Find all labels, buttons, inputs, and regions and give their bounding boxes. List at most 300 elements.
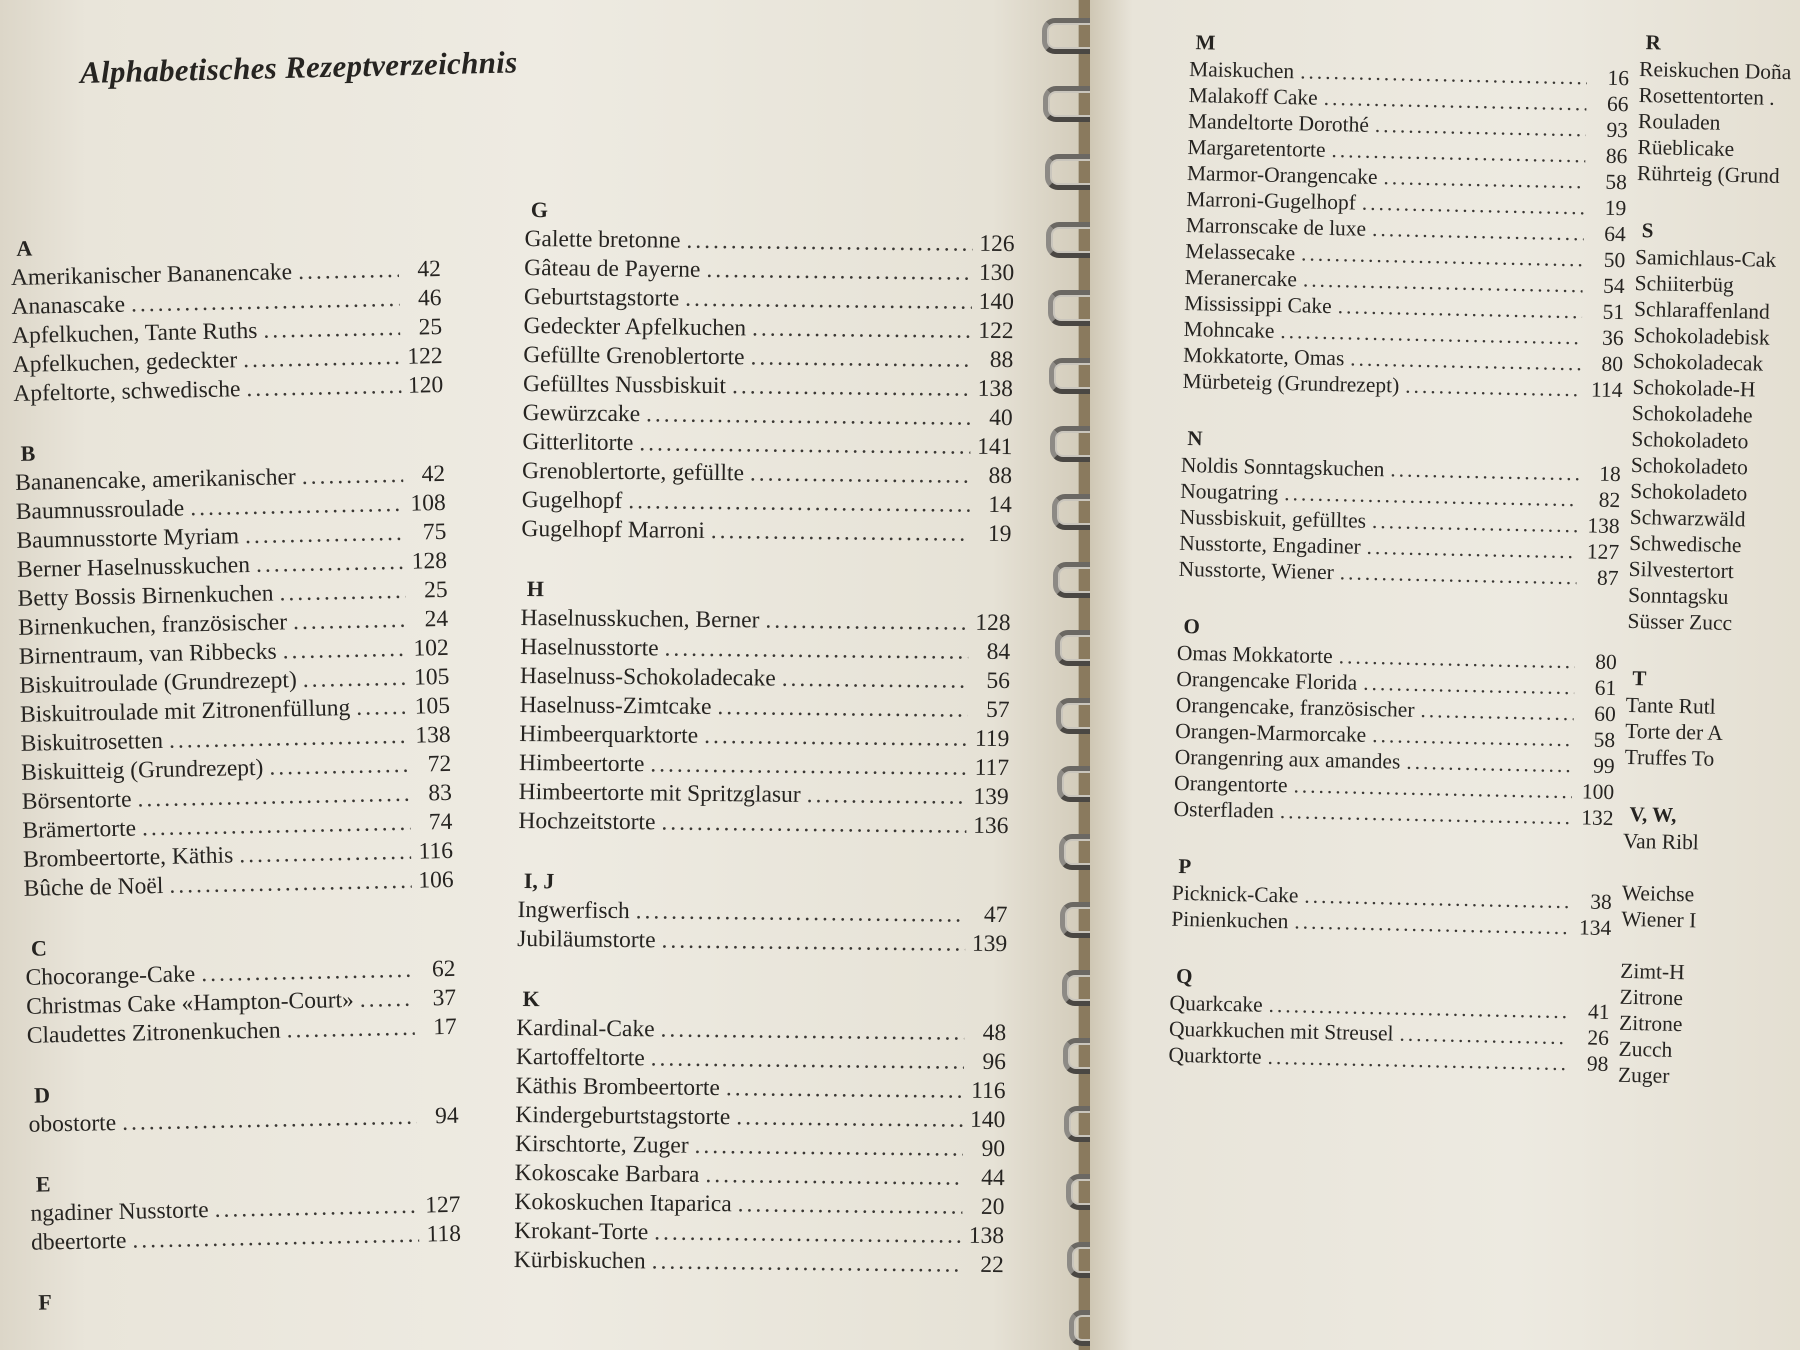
recipe-name: Silvestertort (1628, 556, 1735, 584)
page-number: 140 (969, 1106, 1006, 1134)
recipe-name: Marronscake de luxe (1185, 212, 1367, 241)
page-number: 50 (1603, 247, 1626, 273)
page-number: 80 (1595, 649, 1618, 675)
recipe-name: Kokoscake Barbara (514, 1159, 700, 1188)
leader-dots (1393, 1020, 1567, 1050)
index-entry (1624, 744, 1800, 775)
recipe-name: Mürbeteig (Grundrezept) (1182, 368, 1400, 398)
recipe-name: Rüeblicake (1637, 134, 1735, 161)
recipe-name: Marroni-Gugelhopf (1186, 186, 1357, 215)
page-number: 138 (977, 375, 1014, 403)
page-number: 108 (410, 489, 446, 517)
index-entry (514, 1246, 1004, 1280)
recipe-name: Gitterlitorte (522, 428, 634, 457)
recipe-name: Rührteig (Grund (1636, 160, 1780, 188)
recipe-name: Orangenring aux amandes (1174, 744, 1401, 774)
page-number: 22 (980, 1251, 1004, 1279)
page-number: 61 (1594, 675, 1617, 701)
page-number: 94 (434, 1102, 459, 1130)
page-number: 83 (428, 779, 453, 807)
leader-dots (630, 897, 966, 930)
recipe-name: Baumnussroulade (15, 495, 185, 525)
recipe-name: Kürbiskuchen (513, 1246, 646, 1275)
page-number: 86 (1605, 143, 1628, 169)
section-letter: N (1187, 426, 1203, 451)
recipe-name: Noldis Sonntagskuchen (1180, 452, 1385, 482)
page-number: 60 (1593, 701, 1616, 727)
page-number: 130 (978, 259, 1015, 287)
leader-dots (273, 577, 406, 609)
page-number: 128 (975, 609, 1011, 637)
section-h (518, 574, 1011, 841)
page-number: 44 (981, 1164, 1005, 1192)
recipe-name: Chocorange-Cake (25, 961, 196, 991)
recipe-name: Orangencake, französischer (1175, 692, 1415, 722)
recipe-name: Haselnusstorte (520, 633, 659, 662)
page-number: 118 (426, 1220, 462, 1248)
recipe-name: Gugelhopf Marroni (521, 515, 706, 544)
recipe-name: Bananencake, amerikanischer (14, 464, 296, 496)
leader-dots (1384, 456, 1579, 486)
recipe-name: Zimt-H (1620, 958, 1685, 985)
section-p (1171, 852, 1613, 941)
index-column-g-k (513, 195, 1015, 1310)
page-number: 54 (1602, 273, 1625, 299)
index-column-m-q (1168, 28, 1630, 1107)
leader-dots (195, 956, 414, 990)
section-letter: O (1183, 613, 1201, 639)
leader-dots (292, 256, 399, 287)
section-letter: G (530, 197, 549, 223)
leader-dots (744, 343, 971, 374)
recipe-name: ngadiner Nusstorte (30, 1197, 209, 1227)
page-number: 140 (978, 288, 1015, 316)
recipe-name: Haselnuss-Schokoladecake (519, 662, 776, 692)
recipe-name: Schwedische (1628, 530, 1742, 558)
page-number: 138 (415, 721, 451, 749)
page-number: 106 (418, 866, 454, 894)
recipe-name: Mokkatorte, Omas (1182, 342, 1345, 371)
section-r (1637, 28, 1800, 191)
leader-dots (730, 1103, 963, 1134)
recipe-name: Sonntagsku (1627, 582, 1729, 609)
leader-dots (126, 1221, 419, 1256)
recipe-name: Zitrone (1619, 984, 1684, 1011)
page-number: 139 (973, 783, 1009, 811)
recipe-name: obostorte (28, 1109, 117, 1138)
recipe-name: Schokoladebisk (1633, 322, 1770, 350)
page-number: 82 (1598, 487, 1621, 513)
page-number: 114 (1590, 377, 1623, 403)
leader-dots (295, 461, 403, 492)
recipe-name: Amerikanischer Bananencake (10, 259, 293, 291)
page-number: 48 (982, 1019, 1007, 1047)
page-number: 127 (424, 1191, 461, 1219)
page-number: 119 (974, 725, 1010, 753)
leader-dots (645, 1044, 965, 1076)
recipe-name: Berner Haselnusskuchen (16, 552, 251, 583)
recipe-name: Marmor-Orangencake (1186, 160, 1378, 189)
section-m (1182, 28, 1630, 403)
index-column-a-f (10, 225, 463, 1348)
section-t (1624, 664, 1800, 775)
section-letter: H (526, 576, 545, 602)
section-letter: C (30, 935, 48, 961)
recipe-name: Nusstorte, Engadiner (1178, 530, 1361, 559)
section-b (14, 430, 454, 904)
leader-dots (680, 227, 972, 259)
index-entry (1621, 906, 1800, 937)
recipe-name: Geburtstagstorte (523, 283, 680, 312)
section-letter: Q (1175, 963, 1193, 989)
recipe-name: Nusstorte, Wiener (1178, 556, 1335, 585)
section-n (1178, 424, 1621, 591)
page-number: 88 (989, 346, 1014, 374)
recipe-name: Ananascake (11, 291, 126, 320)
page-number: 16 (1607, 65, 1630, 91)
leader-dots (1414, 697, 1574, 726)
recipe-name: Gedeckter Apfelkuchen (523, 312, 747, 342)
recipe-name: Tante Rutl (1625, 692, 1716, 719)
recipe-name: Orangentorte (1173, 770, 1288, 798)
recipe-name: Van Ribl (1622, 828, 1700, 855)
page-number: 99 (1592, 753, 1615, 779)
page-number: 105 (414, 692, 451, 720)
leader-dots (116, 1103, 417, 1138)
section-s (1627, 216, 1800, 639)
leader-dots (655, 808, 966, 840)
recipe-name: Mandeltorte Dorothé (1187, 108, 1370, 137)
leader-dots (654, 1015, 964, 1047)
recipe-name: Claudettes Zitronenkuchen (26, 1017, 281, 1049)
recipe-name: Krokant-Torte (514, 1217, 649, 1246)
page-number: 122 (407, 342, 443, 370)
leader-dots (1261, 1044, 1566, 1076)
page-number: 47 (983, 901, 1008, 929)
leader-dots (280, 1014, 415, 1046)
page-number: 120 (407, 371, 444, 399)
recipe-name: Himbeerquarktorte (519, 720, 699, 749)
recipe-name: Zuger (1617, 1062, 1670, 1088)
recipe-name: Wiener I (1621, 906, 1697, 933)
leader-dots (1400, 749, 1573, 779)
recipe-name: Haselnusskuchen, Berner (520, 604, 760, 634)
leader-dots (233, 838, 411, 871)
recipe-name: Reiskuchen Doña (1638, 56, 1792, 85)
page-number: 36 (1601, 325, 1624, 351)
leader-dots (711, 693, 967, 725)
page-number: 116 (418, 837, 454, 865)
page-number: 19 (987, 520, 1012, 548)
page-number: 17 (432, 1013, 457, 1041)
recipe-name: Biskuitrosetten (20, 727, 164, 757)
page-number: 138 (1587, 513, 1620, 539)
recipe-name: Schokoladehe (1631, 400, 1753, 428)
page-number: 58 (1605, 169, 1628, 195)
page-number: 87 (1596, 565, 1619, 591)
page-number: 74 (428, 808, 453, 836)
recipe-name: Börsentorte (21, 786, 132, 815)
index-entry (517, 925, 1007, 959)
leader-dots (633, 429, 970, 462)
page-number: 20 (980, 1193, 1005, 1221)
recipe-name: Schlaraffenland (1633, 296, 1771, 324)
recipe-name: Bûche de Noël (23, 872, 164, 902)
index-entry (1623, 828, 1800, 859)
section-v-w (1618, 800, 1800, 1093)
recipe-name: Truffes To (1624, 744, 1715, 771)
index-entry (518, 807, 1008, 841)
section-letter: S (1641, 218, 1654, 243)
page-number: 90 (981, 1135, 1006, 1163)
leader-dots (350, 693, 408, 723)
leader-dots (1274, 798, 1572, 830)
recipe-name: Himbeertorte mit Spritzglasur (518, 778, 801, 808)
page-number: 64 (1604, 221, 1627, 247)
recipe-name: Galette bretonne (524, 225, 681, 254)
recipe-name: Orangencake Florida (1176, 666, 1358, 695)
leader-dots (276, 635, 407, 667)
leader-dots (658, 634, 968, 666)
recipe-name: Schokolade-H (1632, 374, 1756, 402)
recipe-name: Haselnuss-Zimtcake (519, 691, 712, 720)
page-number: 56 (986, 667, 1011, 695)
leader-dots (648, 1218, 962, 1250)
recipe-name: Birnenkuchen, französischer (17, 609, 288, 641)
recipe-name: Kardinal-Cake (516, 1014, 655, 1043)
leader-dots (720, 1074, 964, 1106)
recipe-name: dbeertorte (30, 1227, 127, 1256)
page-number: 19 (1604, 195, 1627, 221)
recipe-name: Schokoladeto (1631, 426, 1749, 454)
leader-dots (688, 1132, 963, 1164)
page-number: 42 (421, 460, 446, 488)
leader-dots (353, 985, 414, 1015)
leader-dots (1288, 908, 1569, 940)
recipe-name: Birnentraum, van Ribbecks (18, 638, 277, 670)
page-number: 57 (985, 696, 1010, 724)
page-number: 38 (1590, 889, 1613, 915)
page-number: 14 (988, 491, 1012, 519)
leader-dots (237, 343, 401, 375)
recipe-name: Apfelkuchen, gedeckter (12, 347, 238, 378)
recipe-name: Schokoladeto (1630, 478, 1748, 506)
page-number: 42 (417, 255, 442, 283)
recipe-name: Torte der A (1625, 718, 1724, 745)
recipe-name: Kirschtorte, Zuger (514, 1130, 689, 1159)
recipe-name: Maiskuchen (1188, 56, 1295, 84)
section-letter: A (16, 235, 33, 261)
recipe-name: Gefülltes Nussbiskuit (522, 370, 727, 400)
leader-dots (759, 606, 968, 637)
page-number: 128 (411, 547, 448, 575)
recipe-name: Ingwerfisch (517, 896, 630, 925)
recipe-name: Biskuitroulade (Grundrezept) (19, 667, 298, 699)
page-number: 93 (1606, 117, 1629, 143)
leader-dots (646, 1247, 962, 1279)
page-number: 126 (979, 230, 1015, 258)
page-number: 141 (977, 433, 1013, 461)
page-number: 51 (1602, 299, 1625, 325)
section-letter: D (33, 1082, 51, 1108)
leader-dots (700, 256, 972, 288)
recipe-name: Christmas Cake «Hampton-Court» (25, 986, 355, 1020)
recipe-name: Betty Bossis Birnenkuchen (17, 580, 274, 612)
recipe-name: Süsser Zucc (1627, 608, 1733, 636)
section-d (28, 1072, 459, 1140)
recipe-name: Kindergeburtstagstorte (515, 1101, 731, 1131)
index-entry (1637, 160, 1800, 191)
recipe-name: Omas Mokkatorte (1176, 640, 1333, 669)
page-number: 26 (1587, 1025, 1610, 1050)
leader-dots (644, 750, 967, 782)
page-number: 41 (1587, 999, 1610, 1024)
page-number: 117 (974, 754, 1010, 782)
recipe-name: Nougatring (1180, 478, 1279, 505)
recipe-name: Jubiläumstorte (517, 925, 656, 954)
recipe-name: Kartoffeltorte (515, 1043, 645, 1072)
page-number: 25 (418, 313, 443, 341)
section-letter: K (522, 986, 540, 1012)
page-number: 98 (1586, 1051, 1609, 1076)
recipe-name: Grenoblertorte, gefüllte (521, 457, 745, 487)
page-number: 132 (1581, 805, 1614, 831)
recipe-name: Quarktorte (1168, 1042, 1262, 1069)
leader-dots (184, 490, 404, 524)
section-letter: I, J (523, 868, 555, 894)
leader-dots (239, 519, 405, 551)
page-number: 25 (423, 576, 448, 604)
leader-dots (705, 517, 970, 549)
recipe-name: Samichlaus-Cak (1634, 244, 1777, 272)
recipe-name: Baumnusstorte Myriam (16, 523, 240, 554)
section-q (1168, 962, 1610, 1077)
index-entry (1618, 1062, 1800, 1093)
recipe-name: Nussbiskuit, gefülltes (1179, 504, 1367, 533)
leader-dots (801, 781, 967, 812)
page-number: 138 (968, 1222, 1005, 1250)
recipe-name: Malakoff Cake (1188, 82, 1318, 110)
recipe-name: Quarkcake (1169, 990, 1263, 1017)
page-number: 127 (1586, 539, 1620, 565)
leader-dots (776, 665, 968, 696)
section-k (514, 984, 1007, 1280)
leader-dots (640, 400, 971, 432)
recipe-name: Schwarzwäld (1629, 504, 1746, 532)
section-letter: R (1645, 30, 1662, 55)
leader-dots (163, 867, 412, 901)
leader-dots (1334, 559, 1577, 590)
section-g (521, 195, 1015, 549)
section-letter: B (20, 440, 36, 466)
leader-dots (622, 487, 970, 520)
recipe-name: Gefüllte Grenoblertorte (523, 341, 745, 371)
recipe-name: Orangen-Marmorcake (1175, 718, 1367, 747)
recipe-name: Käthis Brombeertorte (515, 1072, 721, 1102)
page-number: 40 (989, 404, 1013, 432)
page-number: 116 (971, 1077, 1006, 1105)
recipe-name: Weichse (1621, 880, 1695, 907)
recipe-name: Pinienkuchen (1171, 906, 1289, 934)
section-f (32, 1279, 463, 1318)
page-number: 105 (413, 663, 450, 691)
recipe-name: Melassecake (1185, 238, 1296, 266)
leader-dots (746, 314, 972, 345)
section-c (25, 925, 457, 1051)
page-number: 102 (413, 634, 450, 662)
recipe-name: Rouladen (1637, 108, 1721, 135)
page-number: 66 (1606, 91, 1629, 117)
page-number: 96 (982, 1048, 1007, 1076)
leader-dots (732, 1190, 963, 1221)
recipe-name: Biskuitteig (Grundrezept) (21, 754, 264, 786)
section-letter: P (1178, 853, 1192, 879)
page-number: 72 (427, 750, 452, 778)
page-number: 58 (1593, 727, 1616, 753)
recipe-name: Gewürzcake (522, 399, 641, 428)
leader-dots (744, 459, 970, 490)
recipe-name: Gâteau de Payerne (524, 254, 701, 283)
page-number: 24 (424, 605, 449, 633)
recipe-name: Gugelhopf (521, 486, 623, 515)
recipe-name: Brombeertorte, Käthis (22, 842, 234, 873)
recipe-name: Apfelkuchen, Tante Ruths (11, 317, 258, 349)
leader-dots (263, 751, 409, 783)
page-number: 84 (986, 638, 1011, 666)
recipe-name: Biskuitroulade mit Zitronenfüllung (19, 694, 351, 728)
recipe-name: Zucch (1618, 1036, 1673, 1062)
recipe-name: Rosettentorten . (1638, 82, 1775, 110)
page-number: 18 (1599, 461, 1622, 487)
leader-dots (240, 372, 401, 404)
page-number: 100 (1581, 779, 1615, 805)
leader-dots (296, 664, 407, 695)
section-letter: M (1195, 30, 1216, 55)
leader-dots (726, 372, 971, 404)
leader-dots (287, 606, 407, 637)
page-number: 134 (1578, 915, 1612, 941)
recipe-name: Margaretentorte (1187, 134, 1326, 162)
page-number: 136 (973, 812, 1009, 840)
page-number: 80 (1601, 351, 1624, 377)
leader-dots (1399, 372, 1581, 402)
page-number: 62 (431, 955, 456, 983)
page-number: 75 (422, 518, 447, 546)
recipe-name: Schokoladeto (1630, 452, 1749, 480)
recipe-name: Mississippi Cake (1183, 290, 1332, 319)
section-e (30, 1161, 462, 1258)
section-o (1173, 612, 1617, 831)
leader-dots (208, 1192, 418, 1225)
recipe-name: Kokoskuchen Itaparica (514, 1188, 732, 1218)
section-i-j (517, 866, 1008, 959)
recipe-name: Hochzeitstorte (518, 807, 656, 836)
recipe-name: Mohncake (1183, 316, 1275, 343)
index-column-r-z (1617, 28, 1800, 1122)
leader-dots (698, 722, 967, 754)
recipe-name: Osterfladen (1173, 796, 1275, 823)
leader-dots (250, 548, 406, 580)
leader-dots (655, 926, 965, 958)
recipe-name: Picknick-Cake (1171, 880, 1299, 908)
index-entry (521, 515, 1011, 549)
leader-dots (699, 1161, 963, 1193)
index-entry (1627, 608, 1800, 639)
recipe-name: Schokoladecak (1632, 348, 1764, 376)
page-number: 139 (971, 930, 1008, 958)
recipe-name: Zitrone (1618, 1010, 1683, 1037)
page-number: 122 (978, 317, 1014, 345)
